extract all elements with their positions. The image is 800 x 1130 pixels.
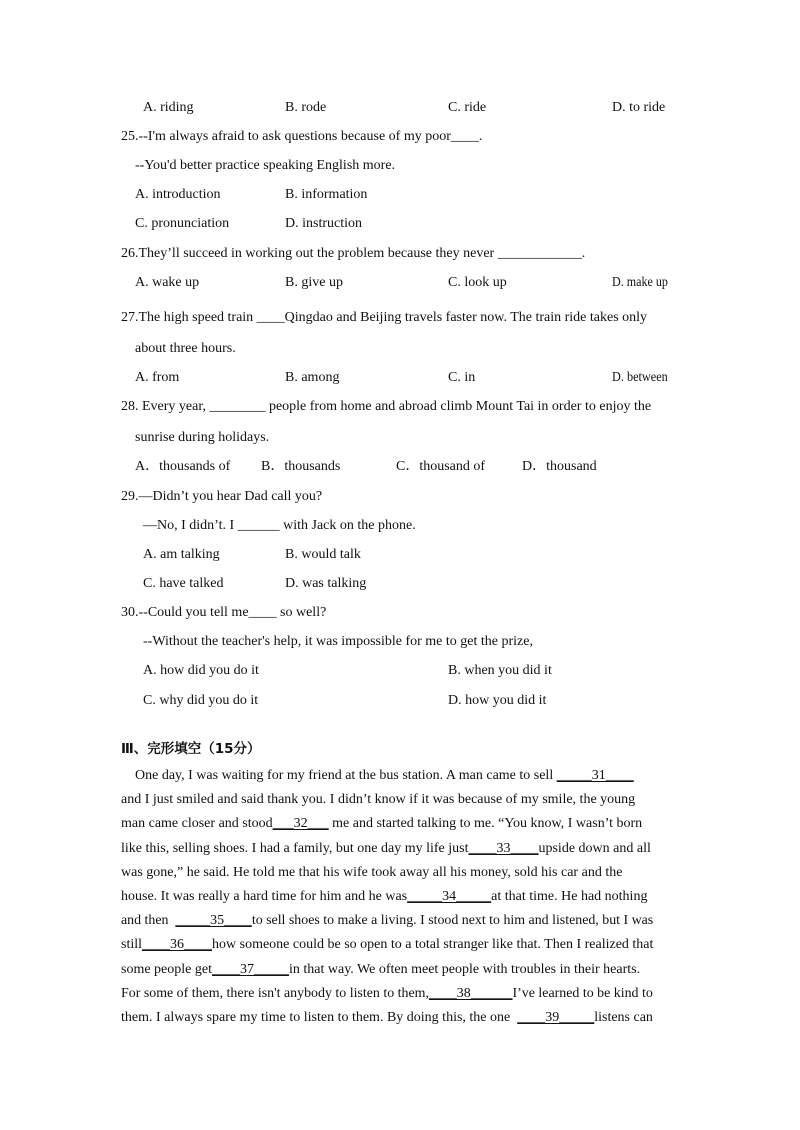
passage-text: some people get (121, 961, 212, 977)
passage-line (121, 885, 653, 909)
q29-option-b: B. would talk (285, 547, 361, 562)
passage-text: One day, I was waiting for my friend at the bus station. A man came to sell (121, 768, 557, 783)
q30-reply: --Without the teacher's help, it was impossible for me to get the prize, (143, 634, 533, 649)
q25-option-a: A. introduction (135, 187, 221, 202)
blank-35: _____35____ (175, 913, 252, 929)
blank-39: ____39_____ (517, 1009, 595, 1025)
passage-text: was gone,” he said. He told me that his wife took away all his money, sold his car and the (121, 864, 623, 880)
blank-38: ____38______ (428, 985, 513, 1001)
passage-text: and I just smiled and said thank you. I didn’t know if it was because of my smile, the young (121, 792, 636, 808)
q26-stem: 26.They’ll succeed in working out the problem because they never ____________. (121, 246, 586, 261)
passage-text: listens can (594, 1009, 653, 1025)
passage-line (121, 812, 653, 836)
q30-option-c: C. why did you do it (143, 693, 259, 708)
q24-option-b: B. rode (285, 100, 327, 115)
passage-text: to sell shoes to make a living. I stood next to him and listened, but I was (251, 913, 654, 929)
q28-option-b: B．thousands (261, 459, 341, 474)
q26-option-d: D. make up (612, 275, 668, 290)
passage-text: at that time. He had nothing (491, 888, 648, 904)
passage-line (121, 861, 653, 885)
passage-text: upside down and all (538, 840, 651, 856)
q25-option-c: C. pronunciation (135, 216, 230, 231)
q29-stem: 29.—Didn’t you hear Dad call you? (121, 489, 323, 504)
q29-reply: —No, I didn’t. I ______ with Jack on the phone. (143, 518, 416, 533)
passage-text: I’ve learned to be kind to (512, 985, 653, 1001)
q30-option-b: B. when you did it (448, 663, 552, 678)
q27-option-c: C. in (448, 370, 476, 385)
q24-option-d: D. to ride (612, 100, 666, 115)
passage-text: me and started talking to me. “You know, I wasn’t born (328, 816, 643, 832)
q24-option-a: A. riding (143, 100, 194, 115)
q28-stem: 28. Every year, ________ people from home and abroad climb Mount Tai in order to enjoy the (121, 399, 652, 414)
q25-stem: 25.--I'm always afraid to ask questions because of my poor____. (121, 129, 483, 144)
passage-text: still (121, 937, 143, 953)
blank-34: _____34_____ (407, 888, 492, 904)
passage-line (121, 933, 653, 957)
passage-text: man came closer and stood (121, 816, 273, 832)
passage-text: house. It was really a hard time for him and he was (121, 888, 408, 904)
passage-line (121, 958, 653, 982)
q25-reply: --You'd better practice speaking English more. (135, 158, 396, 173)
cloze-passage (121, 764, 653, 1030)
passage-line (121, 837, 653, 861)
blank-31: _____31____ (556, 768, 634, 783)
q27-stem-cont: about three hours. (135, 341, 236, 356)
blank-36: ____36____ (142, 937, 213, 953)
q30-stem: 30.--Could you tell me____ so well? (121, 605, 327, 620)
passage-text: like this, selling shoes. I had a family, but one day my life just (121, 840, 469, 856)
passage-text: and then (121, 913, 176, 929)
q29-option-c: C. have talked (143, 576, 224, 591)
q29-option-d: D. was talking (285, 576, 367, 591)
passage-line (121, 909, 654, 933)
q26-option-b: B. give up (285, 275, 343, 290)
passage-line (121, 982, 653, 1006)
blank-37: ____37_____ (211, 961, 289, 977)
q24-option-c: C. ride (448, 100, 487, 115)
q26-option-c: C. look up (448, 275, 507, 290)
section-heading: Ⅲ、完形填空（15分） (121, 741, 261, 757)
q25-option-b: B. information (285, 187, 368, 202)
q29-option-a: A. am talking (143, 547, 220, 562)
passage-text: them. I always spare my time to listen to them. By doing this, the one (121, 1009, 518, 1025)
q26-option-a: A. wake up (135, 275, 200, 290)
q27-stem: 27.The high speed train ____Qingdao and Beijing travels faster now. The train ride takes only (121, 310, 648, 325)
q28-option-a: A．thousands of (135, 459, 231, 474)
passage-text: in that way. We often meet people with troubles in their hearts. (288, 961, 641, 977)
passage-text: how someone could be so open to a total stranger like that. Then I realized that (212, 937, 654, 953)
q28-option-c: C．thousand of (396, 459, 486, 474)
blank-33: ____33____ (468, 840, 539, 856)
q25-option-d: D. instruction (285, 216, 362, 231)
q30-option-d: D. how you did it (448, 693, 547, 708)
passage-text: For some of them, there isn't anybody to listen to them, (121, 985, 429, 1001)
q27-option-a: A. from (135, 370, 180, 385)
q30-option-a: A. how did you do it (143, 663, 259, 678)
passage-line (121, 1006, 653, 1030)
blank-32: ___32___ (272, 816, 329, 832)
q27-option-d: D. between (612, 370, 668, 385)
q28-stem-cont: sunrise during holidays. (135, 430, 270, 445)
q27-option-b: B. among (285, 370, 340, 385)
passage-line (121, 788, 653, 812)
passage-line (121, 764, 653, 788)
q28-option-d: D．thousand (522, 459, 597, 474)
